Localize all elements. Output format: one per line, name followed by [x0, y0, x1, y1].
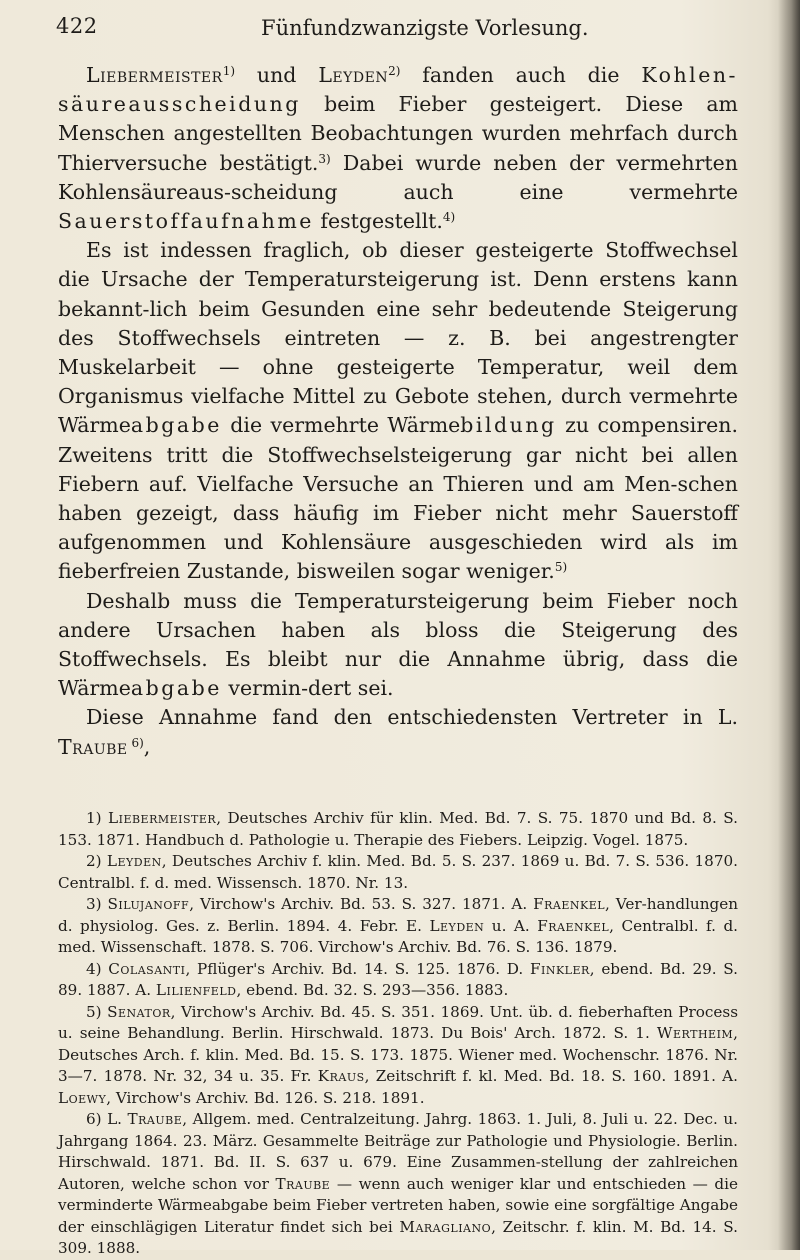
text-run: zu compensiren. Zweitens tritt die Stoffwechselsteigerung gar nicht bei allen Fiebern auf. Vielfache Versuche an Thieren und am Men-schen haben gezeigt, dass häufig im Fieber nicht mehr Sauerstoff aufgenommen und Kohlensäure ausgeschieden wird als im fieberfreien Zustande, bisweilen sogar weniger. [58, 413, 739, 584]
author-name: Leyden [429, 916, 485, 935]
text-run: , Allgem. med. Centralzeitung. Jahrg. 1863. 1. Juli, 8. Juli u. 22. Dec. u. Jahrgang 1864. 23. März. Gesammelte Beiträge zur Pathologie und Physiologie. Berlin. Hirschwald. 1871. Bd. II. S. 637 u. 679. Eine Zusammen-stellung der zahlreichen Autoren, welche schon vor [58, 1110, 738, 1193]
running-title: Fünfundzwanzigste Vorlesung. [261, 16, 589, 40]
text-run: , Virchow's Archiv. Bd. 126. S. 218. 1891. [106, 1088, 425, 1107]
footnote-ref: 2) [388, 64, 401, 78]
text-run: Deshalb muss die Temperatursteigerung beim Fieber noch andere Ursachen haben als bloss die Steigerung des Stoffwechsels. Es bleibt nur die Annahme übrig, dass die Wärme [58, 588, 738, 701]
text-run: fanden auch die [400, 63, 642, 87]
footnote [58, 894, 738, 959]
footnote [58, 1109, 738, 1260]
author-name: Silujanoff [107, 895, 190, 913]
text-run: , Zeitschr. f. klin. M. Bd. 14. S. 309. 1888. [58, 1217, 738, 1257]
text-run: , Centralbl. f. d. med. Wissenschaft. 1878. S. 706. Virchow's Archiv. Bd. 76. S. 136. 1879. [58, 916, 739, 956]
text-run: , Pflüger's Archiv. Bd. 14. S. 125. 1876. D. [185, 959, 530, 978]
author-name: Traube [275, 1174, 331, 1193]
author-name: Traube [58, 734, 128, 759]
text-run: 4) [86, 959, 109, 978]
author-name: Kraus [317, 1067, 365, 1085]
text-run: , Ver-handlungen d. physiolog. Ges. z. Berlin. 1894. 4. Febr. E. [58, 895, 738, 935]
footnote-ref: 3) [318, 151, 331, 166]
author-name: Senator [107, 1002, 171, 1021]
text-run: 1) [86, 809, 109, 827]
text-run: — wenn auch weniger klar und entschieden — die verminderte Wärmeabgabe beim Fieber vertreten haben, sowie eine sorgfältige Angabe der einschlägigen Literatur findet sich bei [58, 1174, 738, 1236]
paragraph [58, 587, 738, 704]
text-run: u. A. [484, 916, 538, 935]
text-run: und [235, 63, 319, 87]
author-name: Traube [127, 1110, 183, 1128]
footnote-ref: 5) [554, 560, 568, 575]
text-run: , Deutsches Archiv f. klin. Med. Bd. 5. S. 237. 1869 u. Bd. 7. S. 536. 1870. Centralbl. f. d. med. Wissensch. 1870. Nr. 13. [58, 852, 738, 892]
author-name: Maragliano [399, 1217, 492, 1236]
footnote [58, 959, 738, 1002]
author-name: Lilienfeld [155, 981, 237, 999]
author-name: Colasanti [108, 959, 186, 978]
footnote-ref: 4) [442, 210, 456, 225]
text-run: abgabe [130, 676, 222, 701]
footnote [58, 851, 738, 894]
text-run: 2) [86, 852, 107, 870]
text-run: , Zeitschrift f. kl. Med. Bd. 18. S. 160. 1891. A. [364, 1067, 738, 1085]
text-run: beim Fieber gesteigert. Diese am Menschen angestellten Beobachtungen wurden mehrfach durch Thierversuche bestätigt. [58, 92, 738, 175]
paragraph [58, 236, 738, 586]
text-run: die vermehrte Wärme [221, 413, 461, 438]
text-run: , Deutsches Arch. f. klin. Med. Bd. 15. S. 173. 1875. Wiener med. Wochenschr. 1876. Nr. 3—7. 1878. Nr. 32, 34 u. 35. Fr. [58, 1024, 738, 1085]
footnotes [58, 808, 738, 1260]
author-name: Leyden [318, 63, 389, 87]
author-name: Wertheim [656, 1024, 734, 1042]
text-run: , Deutsches Archiv für klin. Med. Bd. 7. S. 75. 1870 und Bd. 8. S. 153. 1871. Handbuch d. Pathologie u. Therapie des Fiebers. Leipzig. Vogel. 1875. [58, 809, 738, 849]
text-run: 5) [86, 1002, 108, 1021]
text-run: Diese Annahme fand den entschiedensten Vertreter in L. [86, 705, 738, 730]
paragraph [58, 703, 738, 761]
author-name: Liebermeister [86, 63, 223, 87]
text-run: , Virchow's Archiv. Bd. 45. S. 351. 1869. Unt. üb. d. fieberhaften Process u. seine Behandlung. Berlin. Hirschwald. 1873. Du Bois' Arch. 1872. S. 1. [58, 1002, 738, 1042]
footnote-ref: 6) [127, 735, 144, 750]
author-name: Liebermeister [108, 809, 217, 827]
text-run: , [143, 734, 151, 759]
author-name: Finkler [529, 959, 590, 978]
text-run: vermin-dert sei. [221, 676, 394, 701]
page-edge-shadow [778, 0, 800, 1250]
page-number: 422 [56, 14, 98, 38]
text-run: , Virchow's Archiv. Bd. 53. S. 327. 1871. A. [189, 895, 534, 913]
text-run: Sauerstoffaufnahme [58, 209, 314, 234]
text-run: Dabei wurde neben der vermehrten Kohlensäureaus-scheidung auch eine vermehrte [58, 150, 738, 204]
author-name: Leyden [106, 852, 162, 870]
footnote-ref: 1) [222, 64, 236, 78]
footnote [58, 808, 738, 851]
text-run: abgabe [130, 413, 222, 438]
author-name: Fraenkel [533, 895, 606, 913]
text-run: , ebend. Bd. 29. S. 89. 1887. A. [58, 959, 738, 999]
text-run: Es ist indessen fraglich, ob dieser gesteigerte Stoffwechsel die Ursache der Temperatursteigerung ist. Denn erstens kann bekannt-lich beim Gesunden eine sehr bedeutende Steigerung des Stoffwechsels eintreten — z. B. bei angestrengter Muskelarbeit — ohne gesteigerte Temperatur, weil dem Organismus vielfache Mittel zu Gebote stehen, durch vermehrte Wärme [58, 238, 738, 438]
author-name: Fraenkel [537, 916, 610, 935]
text-run: 6) L. [86, 1110, 128, 1128]
text-run: 3) [86, 895, 108, 913]
text-run: , ebend. Bd. 32. S. 293—356. 1883. [236, 981, 509, 999]
author-name: Loewy [58, 1088, 107, 1107]
text-run: festgestellt. [313, 209, 443, 234]
page-header [56, 14, 746, 48]
paragraph [58, 61, 738, 236]
text-run: bildung [460, 413, 557, 438]
main-text [58, 61, 738, 762]
footnote [58, 1002, 738, 1110]
text-run: Kohlen-säureausscheidung [58, 63, 738, 117]
